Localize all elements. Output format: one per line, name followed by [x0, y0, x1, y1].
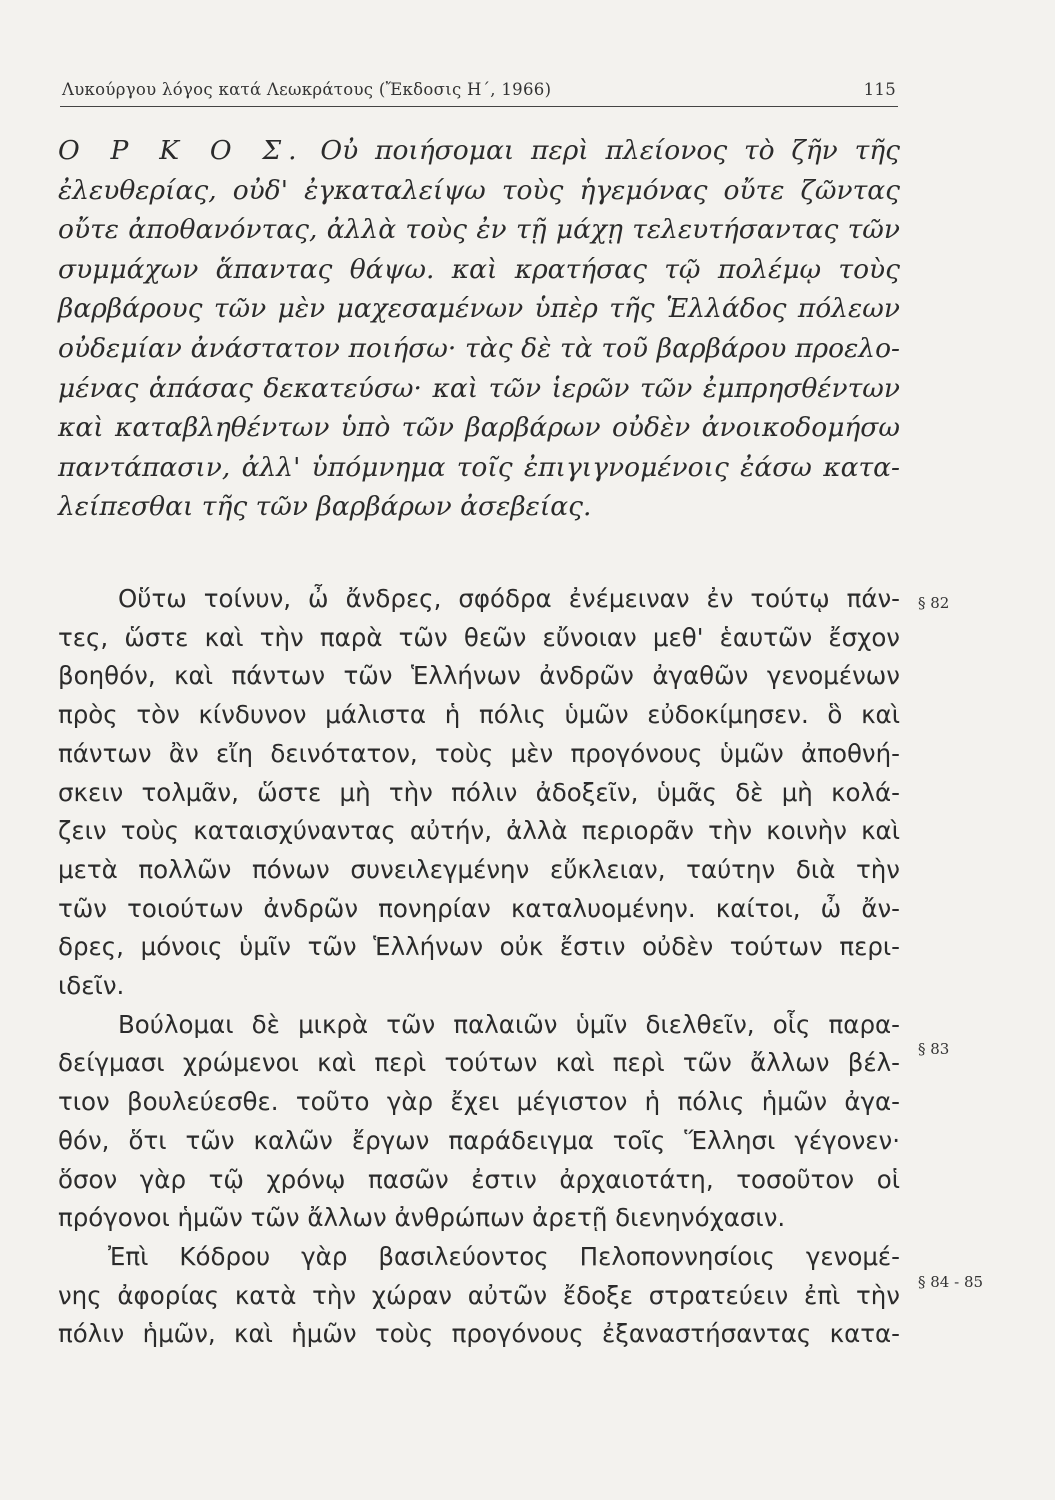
paragraph-line: Ἐπὶ Κόδρου γὰρ βασιλεύοντος Πελοποννησίοις γενομέ-: [108, 1241, 900, 1271]
oath-heading: Ο Ρ Κ Ο Σ.: [58, 135, 304, 166]
paragraph-line: τῶν τοιούτων ἀνδρῶν πονηρίαν καταλυομένην. καίτοι, ὦ ἄν-: [58, 893, 900, 923]
paragraph-line: πόλιν ἡμῶν, καὶ ἡμῶν τοὺς προγόνους ἐξαναστήσαντας κατα-: [58, 1319, 900, 1349]
oath-line: μένας ἁπάσας δεκατεύσω· καὶ τῶν ἱερῶν τῶν ἐμπρησθέντων: [58, 372, 900, 404]
oath-line: Ο Ρ Κ Ο Σ. Οὐ ποιήσομαι περὶ πλείονος τὸ ζῆν τῆς: [58, 135, 900, 166]
section-marker: § 84 - 85: [918, 1273, 984, 1291]
page-number: 115: [863, 80, 896, 99]
paragraph-line: πάντων ἂν εἴη δεινότατον, τοὺς μὲν προγόνους ὑμῶν ἀποθνή-: [58, 738, 900, 768]
paragraph-line: δρες, μόνοις ὑμῖν τῶν Ἑλλήνων οὐκ ἔστιν οὐδὲν τούτων περι-: [58, 932, 900, 962]
paragraph-line: τες, ὥστε καὶ τὴν παρὰ τῶν θεῶν εὔνοιαν μεθ' ἑαυτῶν ἔσχον: [58, 622, 900, 652]
paragraph-line: τιον βουλεύεσθε. τοῦτο γὰρ ἔχει μέγιστον ἡ πόλις ἡμῶν ἀγα-: [58, 1087, 900, 1117]
oath-text: [58, 131, 900, 527]
paragraph-line: πρὸς τὸν κίνδυνον μάλιστα ἡ πόλις ὑμῶν εὐδοκίμησεν. ὃ καὶ: [58, 700, 900, 730]
paragraph-line: μετὰ πολλῶν πόνων συνειλεγμένην εὔκλειαν, ταύτην διὰ τὴν: [58, 854, 900, 884]
oath-line: οὔτε ἀποθανόντας, ἀλλὰ τοὺς ἐν τῇ μάχῃ τελευτήσαντας τῶν: [58, 214, 900, 246]
paragraph-line: θόν, ὅτι τῶν καλῶν ἔργων παράδειγμα τοῖς Ἕλλησι γέγονεν·: [58, 1125, 900, 1155]
oath-line: οὐδεμίαν ἀνάστατον ποιήσω· τὰς δὲ τὰ τοῦ βαρβάρου προελο-: [58, 332, 900, 364]
paragraph-line: δείγμασι χρώμενοι καὶ περὶ τούτων καὶ περὶ τῶν ἄλλων βέλ-: [58, 1048, 900, 1078]
paragraph-line: ζειν τοὺς καταισχύναντας αὐτήν, ἀλλὰ περιορᾶν τὴν κοινὴν καὶ: [58, 816, 900, 846]
body-text: [58, 580, 900, 1354]
paragraph-line: πρόγονοι ἡμῶν τῶν ἄλλων ἀνθρώπων ἀρετῇ διενηνόχασιν.: [58, 1203, 786, 1233]
oath-line: παντάπασιν, ἀλλ' ὑπόμνημα τοῖς ἐπιγιγνομένοις ἐάσω κατα-: [58, 451, 900, 483]
paragraph-line: ὅσον γὰρ τῷ χρόνῳ πασῶν ἐστιν ἀρχαιοτάτη, τοσοῦτον οἱ: [58, 1164, 900, 1194]
paragraph-line: Βούλομαι δὲ μικρὰ τῶν παλαιῶν ὑμῖν διελθεῖν, οἷς παρα-: [118, 1009, 900, 1039]
running-title: Λυκούργου λόγος κατά Λεωκράτους (Ἔκδοσις Η΄, 1966): [62, 80, 552, 99]
paragraph-line: σκειν τολμᾶν, ὥστε μὴ τὴν πόλιν ἀδοξεῖν, ὑμᾶς δὲ μὴ κολά-: [58, 777, 900, 807]
paragraph-line: βοηθόν, καὶ πάντων τῶν Ἑλλήνων ἀνδρῶν ἀγαθῶν γενομένων: [58, 661, 900, 691]
oath-line: ἐλευθερίας, οὐδ' ἐγκαταλείψω τοὺς ἡγεμόνας οὔτε ζῶντας: [58, 174, 900, 206]
section-marker: § 83: [918, 1040, 950, 1058]
page-header: [60, 76, 898, 107]
oath-line: καὶ καταβληθέντων ὑπὸ τῶν βαρβάρων οὐδὲν ἀνοικοδομήσω: [58, 412, 900, 444]
oath-line: συμμάχων ἅπαντας θάψω. καὶ κρατήσας τῷ πολέμῳ τοὺς: [58, 253, 900, 285]
paragraph-line: νης ἀφορίας κατὰ τὴν χώραν αὐτῶν ἔδοξε στρατεύειν ἐπὶ τὴν: [58, 1280, 900, 1310]
oath-line: λείπεσθαι τῆς τῶν βαρβάρων ἀσεβείας.: [58, 491, 592, 523]
oath-line: βαρβάρους τῶν μὲν μαχεσαμένων ὑπὲρ τῆς Ἑλλάδος πόλεων: [58, 293, 900, 325]
paragraph-line: Οὕτω τοίνυν, ὦ ἄνδρες, σφόδρα ἐνέμειναν ἐν τούτῳ πάν-: [118, 584, 900, 613]
section-marker: § 82: [918, 594, 950, 612]
paragraph-line: ιδεῖν.: [58, 971, 125, 1001]
